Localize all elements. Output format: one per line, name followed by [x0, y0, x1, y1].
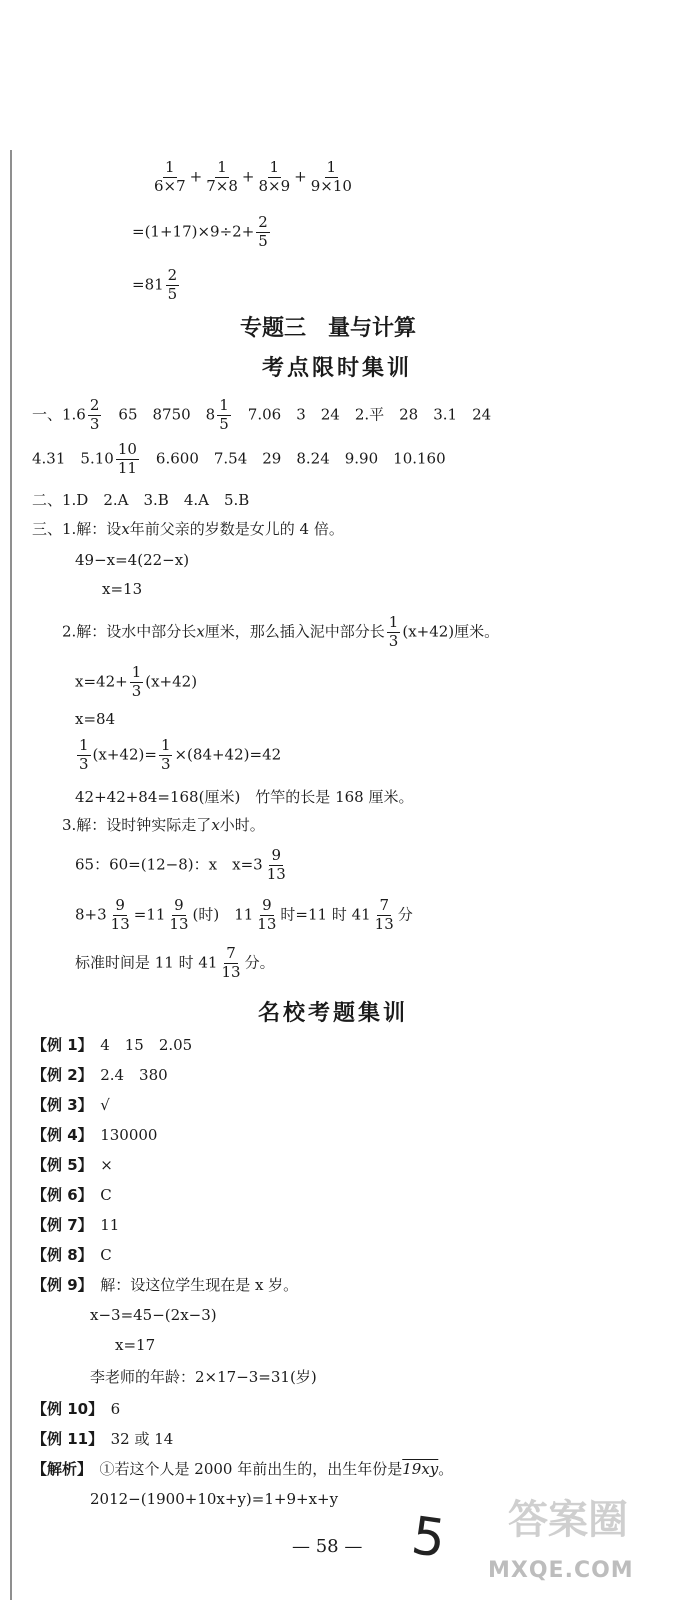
handwritten-mark: 5 — [407, 1505, 450, 1571]
fraction-sum-line: $\frac{1}{6\times 7}$ + $\frac{1}{7\times 8}$ + $\frac{1}{8\times 9}$ + $\frac{1}{9\times 10}$ — [154, 158, 352, 195]
example-row: 【例 4】 130000 — [32, 1126, 158, 1144]
equation: x=13 — [102, 580, 143, 598]
equation: 49−x=4(22−x) — [75, 551, 190, 569]
fraction: $\frac{1}{6\times 7}$ — [154, 158, 186, 195]
answer-line: 一、1.6 $\frac{2}{3}$ 65 8750 8 $\frac{1}{5}$ 7.06 3 24 2.平 28 3.1 24 — [32, 396, 492, 433]
answer-line: 4.31 5.10 $\frac{10}{11}$ 6.600 7.54 29 8.24 9.90 10.160 — [32, 440, 446, 477]
binding-margin-line — [10, 150, 12, 1600]
equation: x=84 — [75, 710, 116, 728]
solution-line: 三、1.解：设x年前父亲的岁数是女儿的 4 倍。 — [32, 520, 344, 538]
example-row: 【例 11】 32 或 14 — [32, 1430, 174, 1448]
equation: 2012−(1900+10x+y)=1+9+x+y — [90, 1490, 339, 1508]
fraction: $\frac{1}{9\times 10}$ — [310, 158, 352, 195]
equation: x−3=45−(2x−3) — [90, 1306, 217, 1324]
example-row: 【例 1】 4 15 2.05 — [32, 1036, 193, 1054]
subsection-title: 名校考题集训 — [258, 1000, 409, 1026]
solution-line: 2.解：设水中部分长x厘米，那么插入泥中部分长 $\frac{1}{3}$ (x+42)厘米。 — [62, 613, 500, 650]
example-row: 【例 10】 6 — [32, 1400, 121, 1418]
equation: x=17 — [115, 1336, 156, 1354]
example-row: 【例 6】 C — [32, 1186, 112, 1204]
page-number: — 58 — — [292, 1536, 363, 1557]
equation: x=42+ $\frac{1}{3}$ (x+42) — [75, 663, 198, 700]
example-row: 【例 2】 2.4 380 — [32, 1066, 168, 1084]
fraction: $\frac{1}{7\times 8}$ — [206, 158, 238, 195]
equation: 42+42+84=168(厘米) 竹竿的长是 168 厘米。 — [75, 788, 414, 806]
solution-line: 标准时间是 11 时 41 $\frac{7}{13}$ 分。 — [75, 944, 275, 981]
equation: 65：60=(12−8)：x x=3 $\frac{9}{13}$ — [75, 846, 286, 883]
watermark-url: MXQE.COM — [488, 1558, 634, 1583]
example-row: 【例 7】 11 — [32, 1216, 120, 1234]
solution-line: 3.解：设时钟实际走了x小时。 — [62, 816, 265, 834]
analysis-row: 【解析】 ①若这个人是 2000 年前出生的，出生年份是19xy。 — [32, 1460, 454, 1478]
calc-line: =(1+17)×9÷2+ $\frac{2}{5}$ — [132, 213, 268, 250]
calc-line: =81 $\frac{2}{5}$ — [132, 266, 178, 303]
example-row: 【例 3】 √ — [32, 1096, 110, 1114]
equation: 8+3 $\frac{9}{13}$ =11 $\frac{9}{13}$ (时) 11 $\frac{9}{13}$ 时=11 时 41 $\frac{7}{13}$ 分 — [75, 896, 413, 933]
watermark-logo: 答案圈 — [508, 1497, 628, 1543]
example-row: 【例 9】 解：设这位学生现在是 x 岁。 — [32, 1276, 299, 1294]
answer-line: 二、1.D 2.A 3.B 4.A 5.B — [32, 491, 250, 509]
fraction: $\frac{1}{8\times 9}$ — [258, 158, 291, 195]
subsection-title: 考点限时集训 — [262, 355, 413, 381]
example-row: 【例 8】 C — [32, 1246, 112, 1264]
equation: 李老师的年龄：2×17−3=31(岁) — [90, 1368, 317, 1386]
equation: $\frac{1}{3}$ (x+42)= $\frac{1}{3}$ ×(84+42)=42 — [79, 736, 282, 773]
section-title: 专题三 量与计算 — [240, 316, 417, 341]
example-row: 【例 5】 × — [32, 1156, 113, 1174]
